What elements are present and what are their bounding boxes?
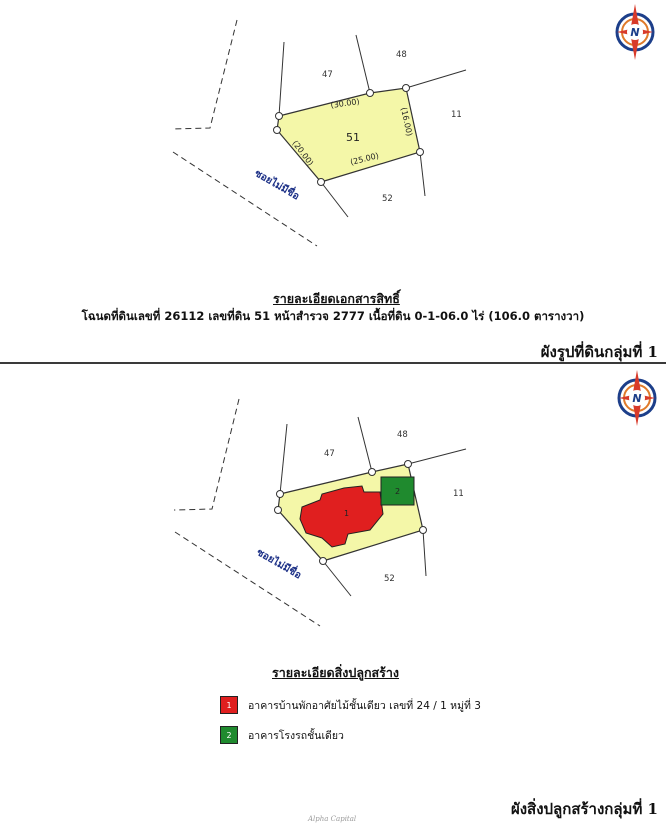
building-footer-title: ผังสิ่งปลูกสร้างกลุ่มที่ 1 — [510, 800, 658, 818]
legend-label: อาคารบ้านพักอาศัยไม้ชั้นเดียว เลขที่ 24 / 1 หมู่ที่ 3 — [248, 699, 481, 712]
deed-details: โฉนดที่ดินเลขที่ 26112 เลขที่ดิน 51 หน้าสำรวจ 2777 เนื้อที่ดิน 0-1-06.0 ไร่ (106.0 ตารางวา) — [81, 309, 585, 323]
dashed-boundary-upper — [174, 399, 239, 510]
boundary-line — [280, 424, 287, 494]
plot-number: 51 — [346, 131, 360, 144]
neighbor-east-label: 11 — [453, 489, 464, 499]
edge-length-west: (20.00) — [290, 138, 316, 168]
land-plot-footer-title: ผังรูปที่ดินกลุ่มที่ 1 — [540, 343, 658, 361]
building-heading: รายละเอียดสิ่งปลูกสร้าง — [272, 665, 400, 680]
land-plot-panel — [0, 0, 666, 362]
neighbor-south-label: 52 — [382, 194, 393, 204]
svg-text:N: N — [630, 26, 640, 39]
svg-text:N: N — [632, 392, 642, 405]
boundary-line — [279, 42, 284, 116]
compass-icon — [614, 368, 660, 428]
neighbor-northeast-label: 48 — [396, 50, 407, 60]
boundary-line — [358, 417, 372, 472]
boundary-line — [423, 530, 426, 576]
dashed-boundary-upper — [172, 20, 237, 129]
legend-item-building-1 — [220, 696, 481, 714]
neighbor-north-label: 47 — [324, 449, 335, 459]
watermark: Alpha Capital — [308, 815, 357, 823]
building-map — [0, 364, 666, 664]
road-label: ซอยไม่มีชื่อ — [252, 168, 302, 203]
building-2-label: 2 — [395, 487, 401, 496]
boundary-line — [321, 182, 348, 217]
deed-heading: รายละเอียดเอกสารสิทธิ์ — [273, 291, 400, 306]
neighbor-north-label: 47 — [322, 70, 333, 80]
legend-label: อาคารโรงรถชั้นเดียว — [248, 729, 344, 742]
road-label: ซอยไม่มีชื่อ — [254, 547, 304, 582]
boundary-line — [408, 449, 466, 464]
compass-icon — [612, 2, 658, 62]
legend-swatch-green: 2 — [220, 726, 238, 744]
legend-swatch-red: 1 — [220, 696, 238, 714]
building-1-label: 1 — [344, 509, 350, 518]
neighbor-east-label: 11 — [451, 110, 462, 120]
neighbor-northeast-label: 48 — [397, 430, 408, 440]
boundary-line — [323, 561, 351, 596]
edge-length-north: (30.00) — [330, 97, 361, 110]
building-panel — [0, 364, 666, 826]
boundary-line — [356, 35, 370, 93]
legend-item-building-2 — [220, 726, 344, 744]
edge-length-south: (25.00) — [349, 151, 380, 167]
boundary-line — [420, 152, 425, 196]
boundary-line — [406, 70, 466, 88]
neighbor-south-label: 52 — [384, 574, 395, 584]
edge-length-east: (16.00) — [399, 106, 414, 137]
